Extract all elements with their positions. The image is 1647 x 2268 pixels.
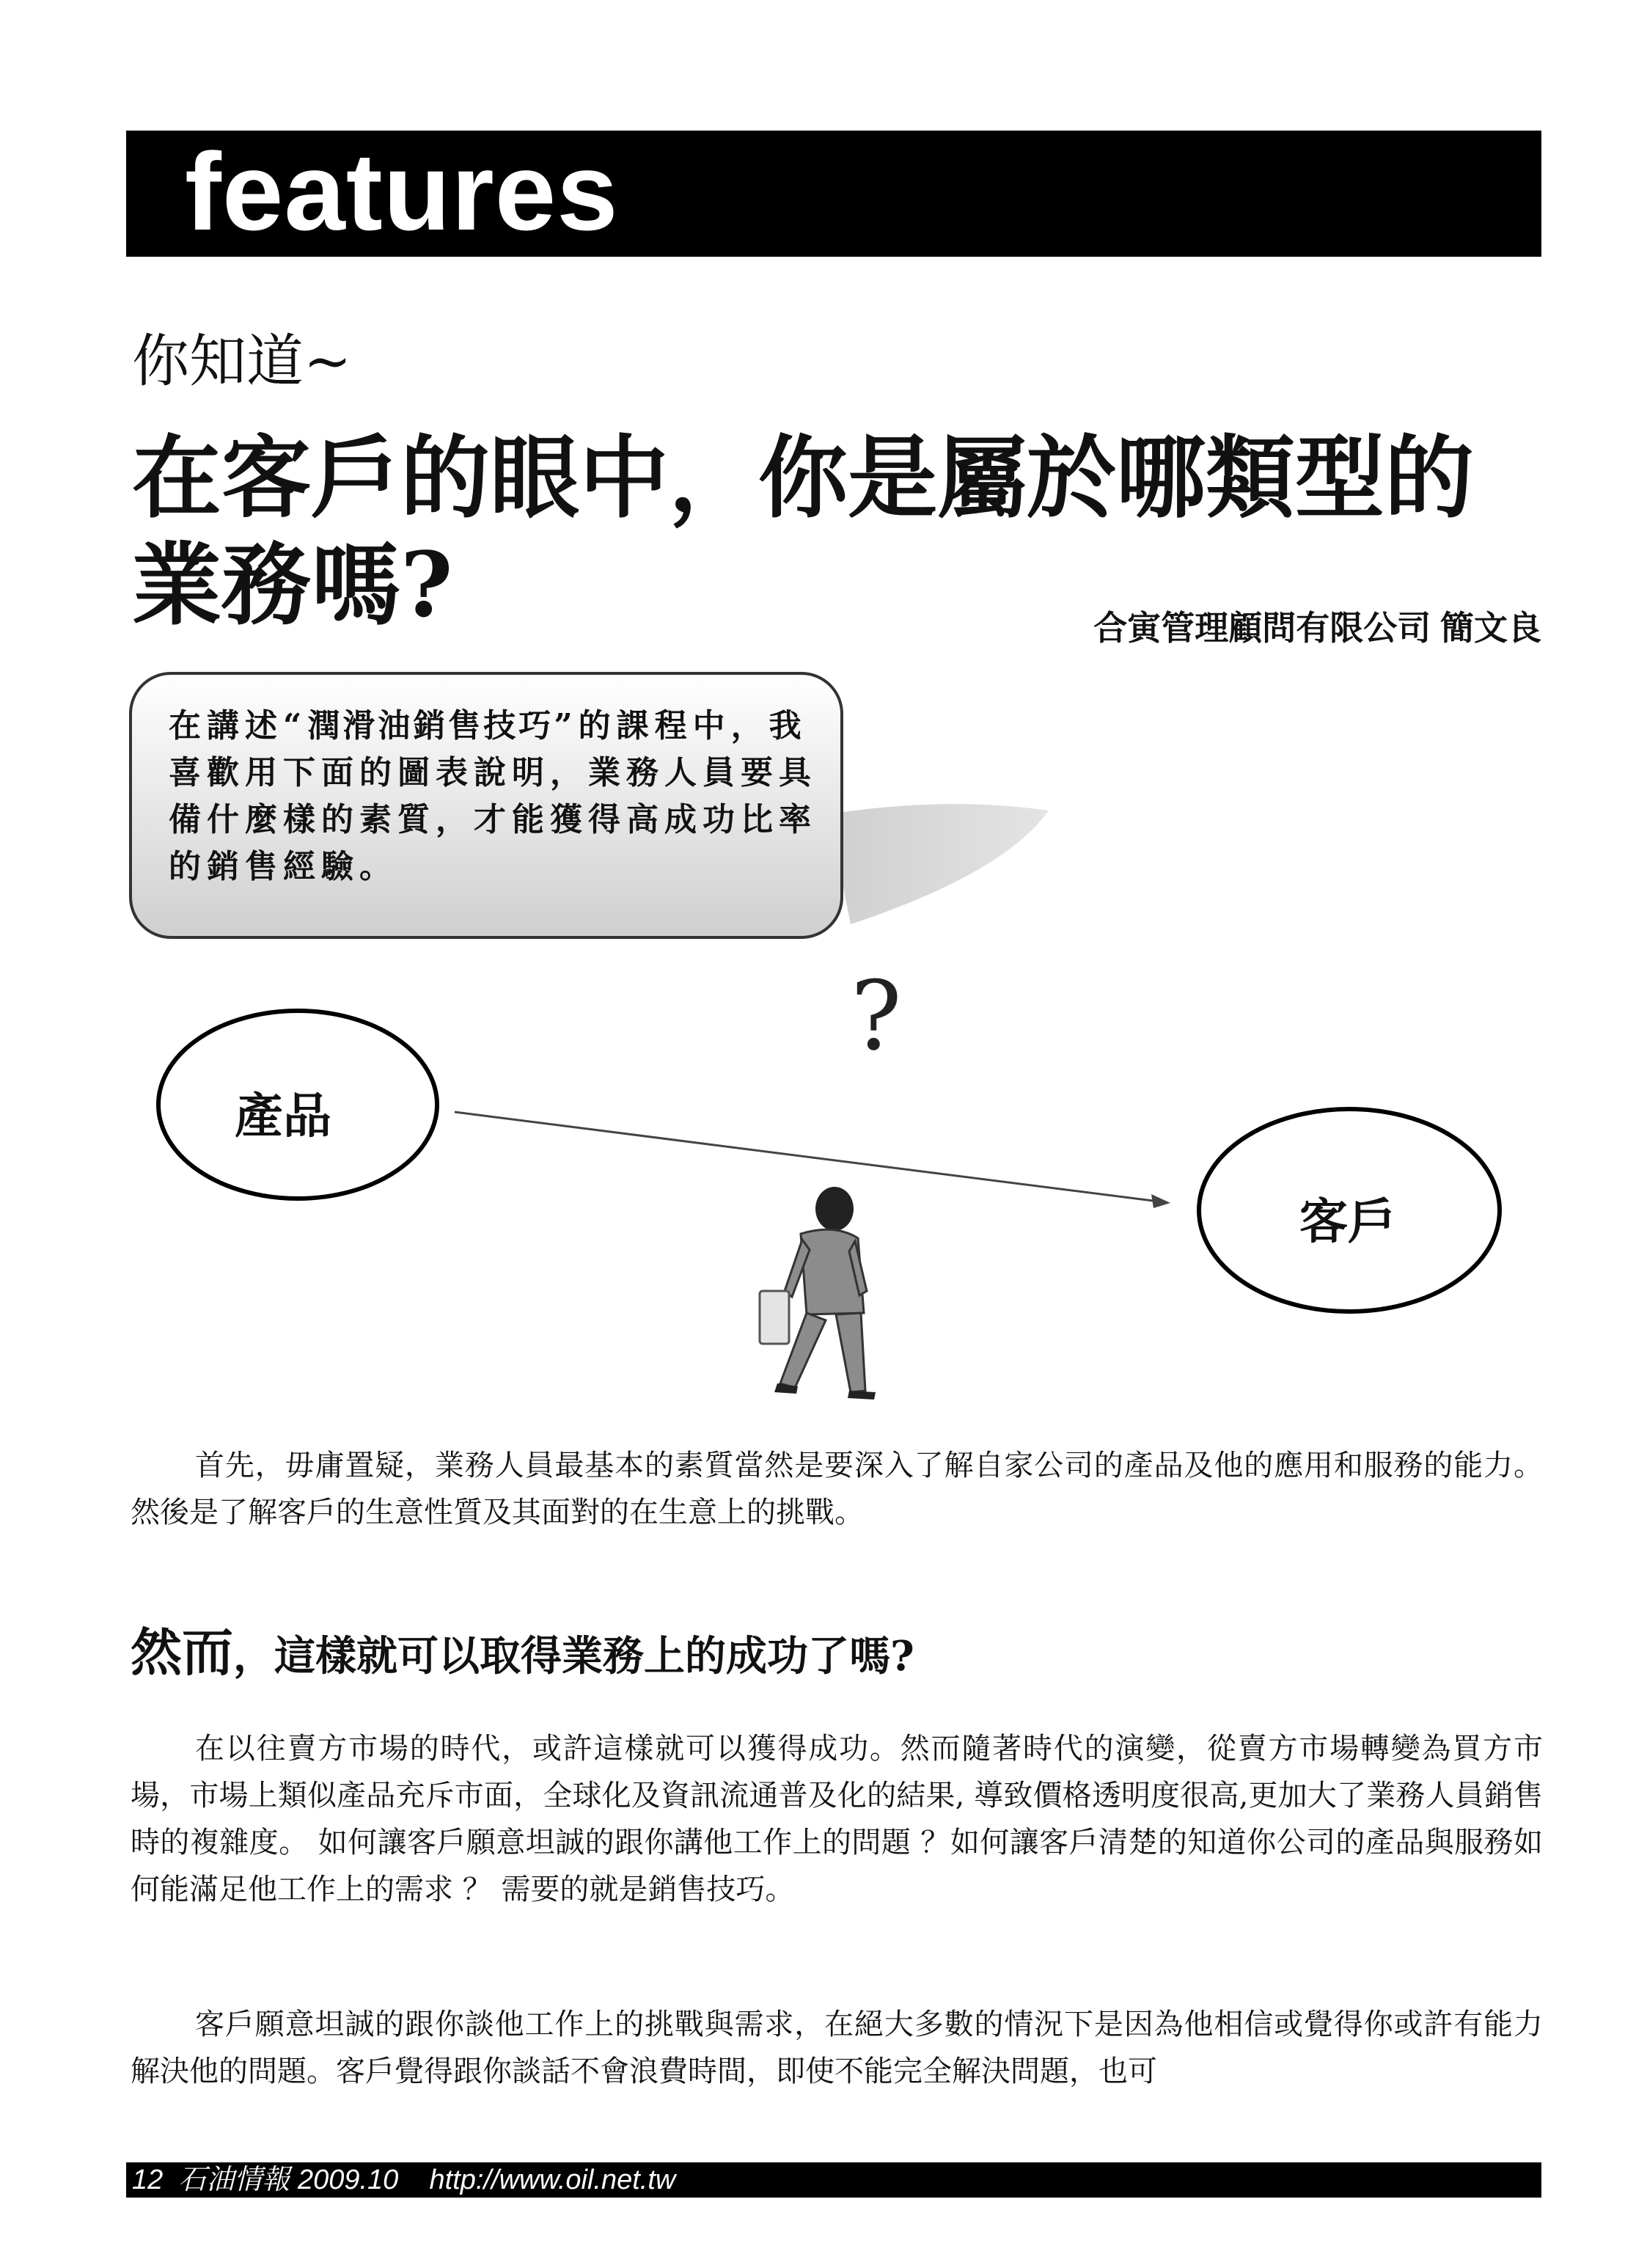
speech-bubble-text (169, 703, 821, 890)
body-paragraph-3: 客戶願意坦誠的跟你談他工作上的挑戰與需求，在絕大多數的情況下是因為他相信或覺得你或許有能力解決他的問題。客戶覺得跟你談話不會浪費時間，即使不能完全解決問題，也可 (131, 2008, 1543, 2088)
arrow-head-icon (1151, 1194, 1170, 1208)
bubble-text-after: ”的課程中，我喜歡用下面的圖表說明，業務人員要具備什麼樣的素質，才能獲得高成功比率的銷售經驗。 (169, 707, 817, 885)
footer-text: 12 石油情報 2009.10 http://www.oil.net.tw (132, 2165, 676, 2195)
body-subheading (131, 1622, 914, 1683)
footer-bar (126, 2162, 1541, 2198)
bubble-text-before: 在講述“ (169, 707, 308, 745)
question-mark: ? (851, 968, 902, 1072)
customer-label: 客戶 (1299, 1194, 1396, 1248)
subheading-lead: 然而 (131, 1622, 233, 1683)
headline-line-1: 在客戶的眼中，你是屬於哪類型的 (132, 425, 1474, 530)
product-to-customer-arrow (455, 1112, 1159, 1201)
speech-bubble-tail (829, 804, 1049, 924)
body-paragraph-2: 在以往賣方市場的時代，或許這樣就可以獲得成功。然而隨著時代的演變，從賣方市場轉變為買方市場，市場上類似產品充斥市面，全球化及資訊流通普及化的結果, 導致價格透明度很高,更加大了業務人員銷售時的複雜度。 如何讓客戶願意坦誠的跟你講他工作上的問題 ？如何讓客戶清楚的知道你公司的產品與服務如何能滿足他工作上的需求 ？ 需要的就是銷售技巧。 (131, 1732, 1543, 1906)
headline-line-2: 業務嗎? (132, 532, 453, 637)
section-title: features (185, 130, 619, 253)
subheading-rest: ，這樣就可以取得業務上的成功了嗎? (233, 1632, 914, 1680)
product-label: 產品 (235, 1089, 331, 1143)
sales-diagram (0, 968, 1647, 1423)
businessman-walking-icon (760, 1187, 876, 1400)
bubble-course-name: 潤滑油銷售技巧 (307, 707, 554, 745)
article-kicker: 你知道~ (132, 329, 352, 395)
section-header-bar (126, 131, 1541, 257)
article-byline: 合寅管理顧問有限公司 簡文良 (1093, 609, 1541, 647)
body-paragraph-1: 首先，毋庸置疑，業務人員最基本的素質當然是要深入了解自家公司的產品及他的應用和服務的能力。然後是了解客戶的生意性質及其面對的在生意上的挑戰。 (131, 1449, 1543, 1529)
